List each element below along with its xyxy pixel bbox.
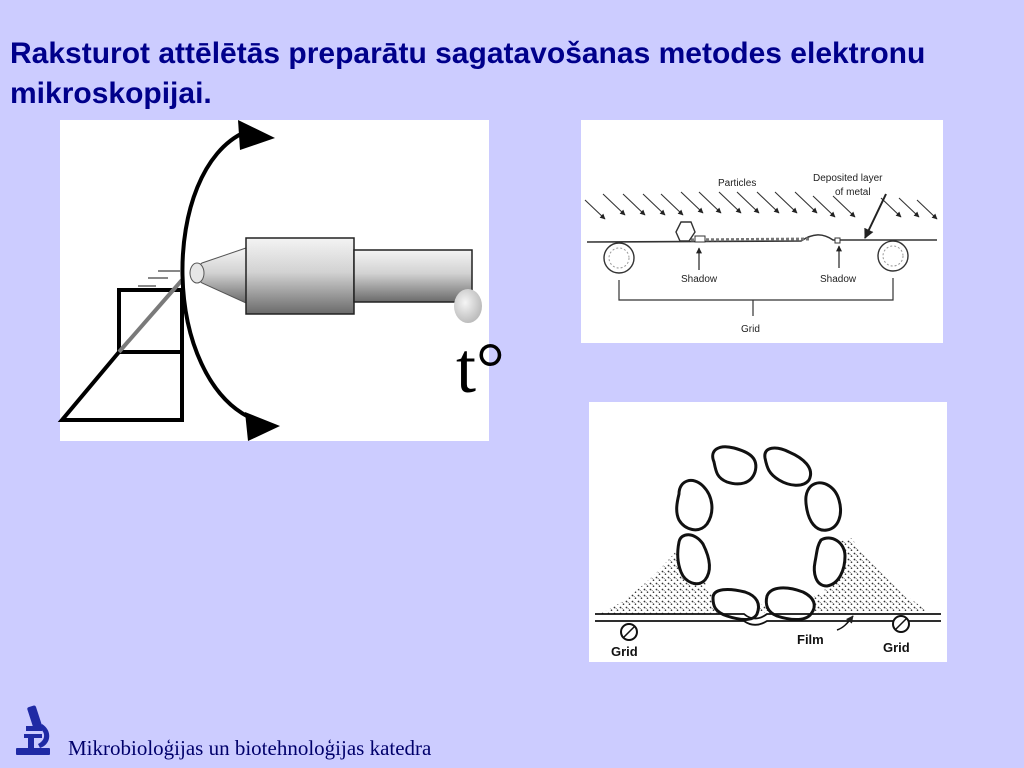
- film-label: Film: [797, 632, 824, 647]
- shadow-label-left: Shadow: [681, 274, 718, 285]
- footer: [12, 702, 612, 762]
- arrow-down-icon: [245, 412, 280, 441]
- grid-label: Grid: [741, 324, 760, 335]
- grid-label-left: Grid: [611, 644, 638, 659]
- microscope-icon: [12, 704, 54, 760]
- specimen-holder: [62, 290, 182, 420]
- department-name: Mikrobioloģijas un biotehnoloģijas katedra: [68, 736, 432, 760]
- shadow-label-right: Shadow: [820, 274, 857, 285]
- stain-mound: [599, 538, 929, 614]
- support-film: [595, 614, 941, 619]
- metal-label-line1: Deposited layer: [813, 173, 883, 184]
- metal-label-line2: of metal: [835, 187, 871, 198]
- negative-stain-figure: [589, 402, 947, 662]
- shadowing-figure: [581, 120, 943, 343]
- liquid-drop: [454, 289, 482, 323]
- knife-holder-body: [246, 238, 354, 314]
- grid-label-right: Grid: [883, 640, 910, 655]
- particles-label: Particles: [718, 178, 757, 189]
- microtome-figure: [60, 120, 505, 441]
- arrow-up-icon: [238, 120, 275, 150]
- temperature-symbol: t°: [456, 328, 505, 408]
- particle: [676, 222, 695, 241]
- slide-title: Raksturot attēlētās preparātu sagatavošanas metodes elektronu mikroskopijai.: [10, 37, 926, 110]
